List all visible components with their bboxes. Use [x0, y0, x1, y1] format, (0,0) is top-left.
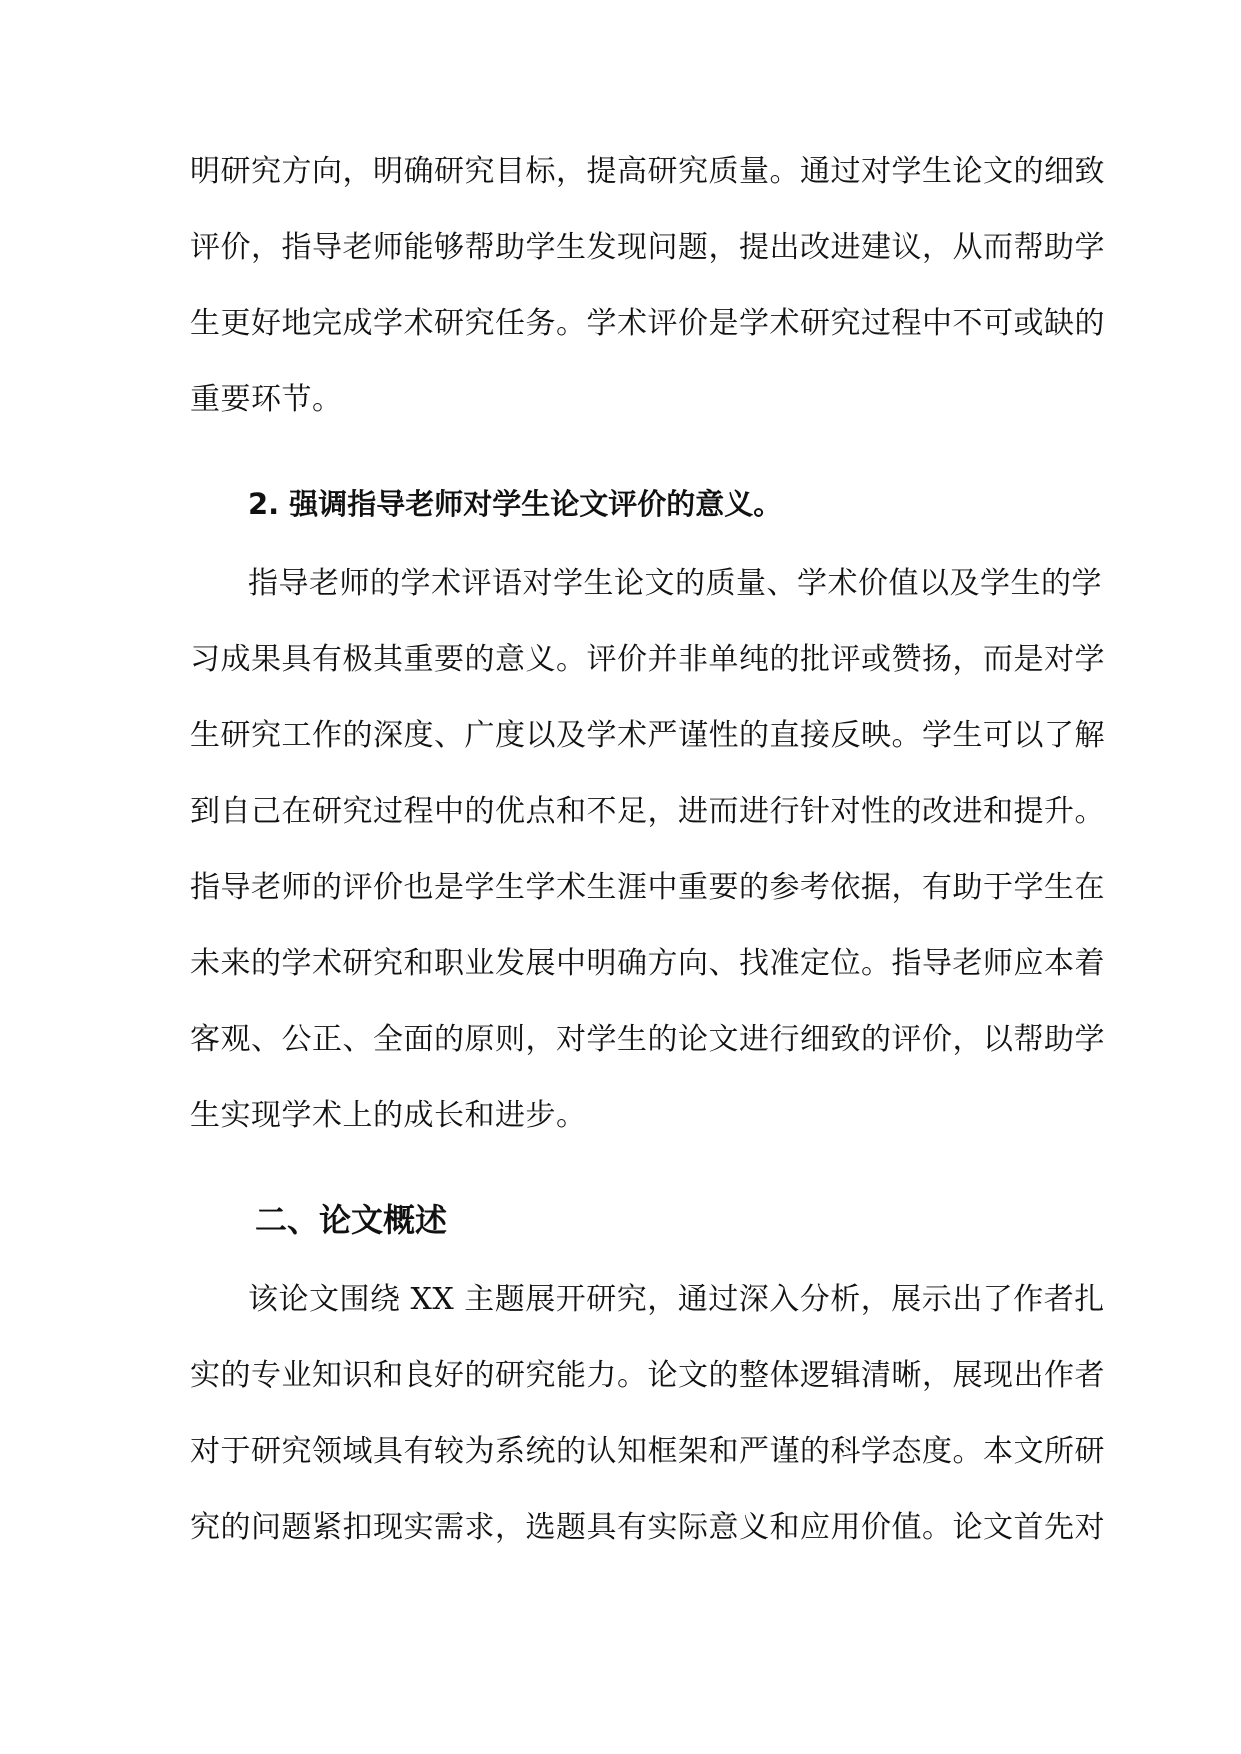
subsection-heading: 2. 强调指导老师对学生论文评价的意义。 — [248, 487, 783, 521]
paragraph-line: 习成果具有极其重要的意义。评价并非单纯的批评或赞扬，而是对学 — [190, 642, 1105, 677]
paragraph-line: 生实现学术上的成长和进步。 — [190, 1098, 587, 1133]
paragraph-line: 实的专业知识和良好的研究能力。论文的整体逻辑清晰，展现出作者 — [190, 1358, 1105, 1393]
paragraph-line: 客观、公正、全面的原则，对学生的论文进行细致的评价，以帮助学 — [190, 1022, 1105, 1057]
paragraph-line: 生研究工作的深度、广度以及学术严谨性的直接反映。学生可以了解 — [190, 718, 1105, 753]
paragraph-line: 生更好地完成学术研究任务。学术评价是学术研究过程中不可或缺的 — [190, 306, 1105, 341]
paragraph-line: 指导老师的评价也是学生学术生涯中重要的参考依据，有助于学生在 — [190, 870, 1105, 905]
section-heading: 二、论文概述 — [255, 1201, 448, 1239]
paragraph-line: 究的问题紧扣现实需求，选题具有实际意义和应用价值。论文首先对 — [190, 1510, 1105, 1545]
paragraph-line: 明研究方向，明确研究目标，提高研究质量。通过对学生论文的细致 — [190, 154, 1105, 189]
paragraph-line: 评价，指导老师能够帮助学生发现问题，提出改进建议，从而帮助学 — [190, 230, 1105, 265]
paragraph-line: 该论文围绕 XX 主题展开研究，通过深入分析，展示出了作者扎 — [248, 1282, 1105, 1317]
paragraph-line: 指导老师的学术评语对学生论文的质量、学术价值以及学生的学 — [248, 566, 1102, 601]
paragraph-line: 对于研究领域具有较为系统的认知框架和严谨的科学态度。本文所研 — [190, 1434, 1105, 1469]
paragraph-line: 到自己在研究过程中的优点和不足，进而进行针对性的改进和提升。 — [190, 794, 1105, 829]
paragraph-line: 重要环节。 — [190, 382, 343, 417]
paragraph-line: 未来的学术研究和职业发展中明确方向、找准定位。指导老师应本着 — [190, 946, 1105, 981]
